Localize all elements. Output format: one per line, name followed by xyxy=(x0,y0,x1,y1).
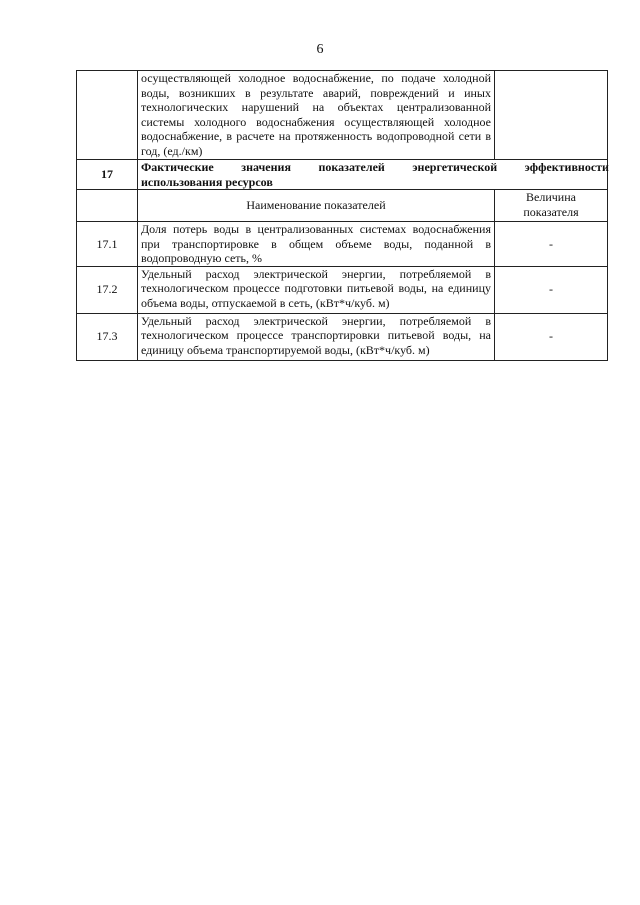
row-number: 17.3 xyxy=(77,313,138,360)
row-number-cell xyxy=(77,71,138,160)
section-title xyxy=(138,160,608,190)
row-text: Удельный расход электрической энергии, потребляемой в технологическом процессе подготовки питьевой воды, на единицу объема воды, отпускаемой в сеть, (кВт*ч/куб. м) xyxy=(138,266,495,313)
header-value: Величина показателя xyxy=(495,190,608,222)
table-header-row xyxy=(77,190,608,222)
section-number: 17 xyxy=(77,160,138,190)
section-title-word: показателей xyxy=(318,160,385,174)
indicators-table xyxy=(76,70,608,361)
table-row xyxy=(77,266,608,313)
row-value: - xyxy=(495,313,608,360)
header-name: Наименование показателей xyxy=(138,190,495,222)
row-text-cell: осуществляющей холодное водоснабжение, по подаче холодной воды, возникших в результате аварий, повреждений и иных технологических нарушений на объектах централизованной системы холодного водоснабжения осуществляющей холодное водоснабжение, в расчете на протяженность водопроводной сети в год, (ед./км) xyxy=(138,71,495,160)
header-number-cell xyxy=(77,190,138,222)
row-value: - xyxy=(495,222,608,267)
row-number: 17.2 xyxy=(77,266,138,313)
table-row-continued xyxy=(77,71,608,160)
row-value: - xyxy=(495,266,608,313)
section-title-line1 xyxy=(141,160,609,175)
section-title-word: эффективности xyxy=(524,160,609,174)
table-row xyxy=(77,222,608,267)
row-value-cell xyxy=(495,71,608,160)
page-number: 6 xyxy=(316,42,324,57)
section-title-word: энергетической xyxy=(412,160,498,174)
section-title-word: Фактические xyxy=(141,160,214,174)
table-row-section-17 xyxy=(77,160,608,190)
row-text: Доля потерь воды в централизованных системах водоснабжения при транспортировке в общем объеме воды, поданной в водопроводную сеть, % xyxy=(138,222,495,267)
section-title-word: значения xyxy=(241,160,291,174)
table-row xyxy=(77,313,608,360)
row-text: Удельный расход электрической энергии, потребляемой в технологическом процессе транспортировки питьевой воды, на единицу объема транспортируемой воды, (кВт*ч/куб. м) xyxy=(138,313,495,360)
row-number: 17.1 xyxy=(77,222,138,267)
section-title-line2: использования ресурсов xyxy=(141,174,273,189)
